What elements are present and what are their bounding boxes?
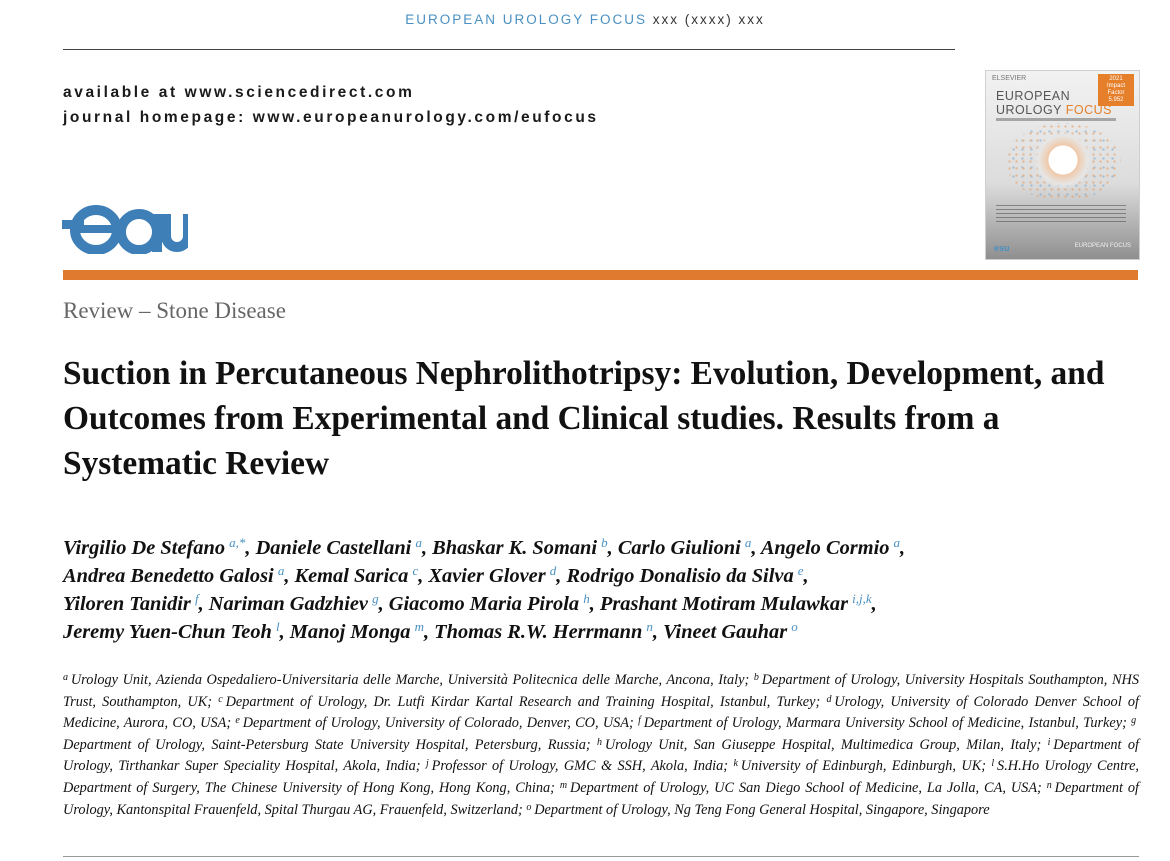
affiliation-marker: e <box>235 715 240 727</box>
affiliation-marker: c <box>218 693 223 705</box>
author-name[interactable]: Yiloren Tanidir <box>63 593 191 615</box>
author-name[interactable]: Daniele Castellani <box>255 537 412 559</box>
author-name[interactable]: Vineet Gauhar <box>663 621 788 643</box>
impact-year: 2021 <box>1109 76 1123 82</box>
author-affiliation-marker[interactable]: a,* <box>229 535 246 550</box>
author-affiliation-marker[interactable]: m <box>414 619 424 634</box>
cover-footer-text: EUROPEAN FOCUS <box>1074 243 1131 249</box>
affiliation-marker: j <box>425 758 429 770</box>
header-divider <box>63 49 955 50</box>
cover-circle-graphic <box>1034 131 1092 189</box>
affiliation-item <box>597 737 1041 753</box>
affiliation-text: Department of Urology, UC San Diego School of Medicine, La Jolla, CA, USA; <box>567 779 1042 796</box>
author-name[interactable]: Rodrigo Donalisio da Silva <box>566 565 794 587</box>
author-list <box>63 534 1143 646</box>
author-name[interactable]: Jeremy Yuen-Chun Teoh <box>63 621 272 643</box>
running-head <box>0 12 1170 27</box>
affiliation-text: Department of Urology, Ng Teng Fong General Hospital, Singapore, Singapore <box>531 801 990 818</box>
author-affiliation-marker[interactable]: c <box>412 563 419 578</box>
affiliation-text: Department of Urology, Saint-Petersburg State University Hospital, Petersburg, Russia; <box>63 715 1139 753</box>
author-name[interactable]: Bhaskar K. Somani <box>432 537 598 559</box>
affiliation-item <box>63 672 749 688</box>
author-affiliation-marker[interactable]: a <box>415 535 422 550</box>
impact-word: Impact <box>1106 83 1125 89</box>
affiliation-text: Department of Urology, Kantonspital Frauenfeld, Spital Thurgau AG, Frauenfeld, Switzerland; <box>63 779 1140 818</box>
affiliation-marker: o <box>526 801 532 813</box>
author-line: Yiloren Tanidir $^f$, Nariman Gadzhiev $^g$, Giacomo Maria Pirola $^h$, Prashant Motiram Mulawkar $^{i,j,k}$, <box>63 591 877 615</box>
author-name[interactable]: Nariman Gadzhiev <box>208 593 368 615</box>
author-affiliation-marker[interactable]: o <box>791 619 798 634</box>
affiliation-marker: a <box>63 672 68 683</box>
author-line: Andrea Benedetto Galosi $^a$, Kemal Sarica $^c$, Xavier Glover $^d$, Rodrigo Donalisio da Silva $^e$, <box>63 563 809 587</box>
cover-esu-mark: esu <box>994 243 1010 253</box>
author-affiliation-marker[interactable]: h <box>583 591 590 606</box>
author-affiliation-marker[interactable]: g <box>372 591 379 606</box>
article-section: Review – Stone Disease <box>63 298 286 323</box>
affiliation-text: Department of Urology, Marmara University School of Medicine, Istanbul, Turkey; <box>640 715 1127 732</box>
author-affiliation-marker[interactable]: i,j,k <box>852 591 872 606</box>
sciencedirect-link[interactable]: available at www.sciencedirect.com <box>63 84 415 101</box>
author-affiliation-marker[interactable]: e <box>797 563 804 578</box>
issue-info: xxx (xxxx) xxx <box>652 12 765 27</box>
affiliation-text: S.H.Ho Urology Centre, Department of Surgery, The Chinese University of Hong Kong, Hong Kong, China; <box>63 758 1139 796</box>
author-name[interactable]: Kemal Sarica <box>294 565 409 587</box>
affiliation-text: Department of Urology, University of Colorado, Denver, CO, USA; <box>239 715 634 732</box>
affiliation-item <box>638 715 1127 731</box>
affiliation-marker: l <box>991 758 995 770</box>
affiliation-text: Urology Unit, Azienda Ospedaliero-Universitaria delle Marche, Università Politecnica delle Marche, Ancona, Italy; <box>68 672 750 688</box>
affiliation-marker: n <box>1046 779 1052 791</box>
availability-block <box>63 80 599 130</box>
author-affiliation-marker[interactable]: b <box>601 535 608 550</box>
author-affiliation-marker[interactable]: a <box>893 535 901 550</box>
author-affiliation-marker[interactable]: a <box>744 535 752 550</box>
author-affiliation-marker[interactable]: n <box>646 619 653 634</box>
impact-factor-badge <box>1098 74 1134 106</box>
affiliation-marker: h <box>596 736 602 748</box>
affiliation-item <box>733 758 986 774</box>
affiliation-text: Department of Urology, University Hospitals Southampton, NHS Trust, Southampton, UK; <box>63 672 1139 710</box>
author-name[interactable]: Andrea Benedetto Galosi <box>63 565 274 587</box>
affiliation-marker: b <box>753 672 759 683</box>
author-name[interactable]: Xavier Glover <box>428 565 546 587</box>
article-title: Suction in Percutaneous Nephrolithotripsy: Evolution, Development, and Outcomes from Experimental and Clinical studies. Results from a Systematic Review <box>63 355 1105 482</box>
affiliations <box>63 670 1139 821</box>
journal-cover-image[interactable] <box>985 70 1140 260</box>
author-line: Virgilio De Stefano $^{a,*}$, Daniele Castellani $^a$, Bhaskar K. Somani $^b$, Carlo Giulioni $^a$, Angelo Cormio $^a$, <box>63 535 906 559</box>
affiliation-text: Urology, University of Colorado Denver School of Medicine, Aurora, CO, USA; <box>63 693 1139 732</box>
author-name[interactable]: Virgilio De Stefano <box>63 537 226 559</box>
author-name[interactable]: Thomas R.W. Herrmann <box>434 621 643 643</box>
affiliation-item <box>426 758 728 774</box>
journal-name-link[interactable]: EUROPEAN UROLOGY FOCUS <box>405 12 648 27</box>
affiliation-text: University of Edinburgh, Edinburgh, UK; <box>737 758 987 775</box>
factor-word: Factor <box>1107 90 1125 96</box>
affiliation-marker: k <box>733 758 738 770</box>
cover-title-line2: UROLOGY FOCUS <box>996 103 1113 117</box>
affiliation-item <box>218 694 820 710</box>
impact-value: 5.952 <box>1108 97 1124 103</box>
affiliation-marker: i <box>1047 736 1051 748</box>
affiliation-item <box>235 715 633 731</box>
author-name[interactable]: Carlo Giulioni <box>617 537 741 559</box>
author-name[interactable]: Giacomo Maria Pirola <box>388 593 580 615</box>
affiliation-text: Urology Unit, San Giuseppe Hospital, Multimedica Group, Milan, Italy; <box>601 736 1042 753</box>
author-affiliation-marker[interactable]: d <box>549 563 557 578</box>
affiliation-text: Professor of Urology, GMC & SSH, Akola, India; <box>428 758 729 775</box>
cover-title-line1: EUROPEAN <box>996 89 1071 103</box>
affiliation-text: Department of Urology, Dr. Lutfi Kirdar Kartal Research and Training Hospital, Istanbul, Turkey; <box>222 693 821 710</box>
author-line: Jeremy Yuen-Chun Teoh $^l$, Manoj Monga $^m$, Thomas R.W. Herrmann $^n$, Vineet Gauhar $^o$ <box>63 619 798 643</box>
author-affiliation-marker[interactable]: f <box>194 591 199 606</box>
footer-divider <box>63 856 1139 857</box>
cover-publisher-mark: ELSEVIER <box>992 75 1027 82</box>
author-name[interactable]: Prashant Motiram Mulawkar <box>599 593 849 615</box>
affiliation-item <box>526 802 989 818</box>
affiliation-text: Department of Urology, Tirthankar Super Speciality Hospital, Akola, India; <box>63 736 1139 775</box>
cover-subtitle-bar <box>996 118 1116 121</box>
affiliation-marker: d <box>826 693 832 705</box>
author-affiliation-marker[interactable]: l <box>275 619 280 634</box>
eau-logo <box>62 196 188 254</box>
affiliation-item <box>560 780 1042 796</box>
accent-bar <box>63 270 1138 280</box>
affiliation-marker: m <box>559 779 568 791</box>
author-name[interactable]: Manoj Monga <box>289 621 411 643</box>
author-affiliation-marker[interactable]: a <box>277 563 285 578</box>
affiliation-marker: g <box>1131 715 1137 727</box>
author-name[interactable]: Angelo Cormio <box>760 537 890 559</box>
affiliation-marker: f <box>638 715 641 727</box>
cover-text-lines <box>996 205 1126 225</box>
journal-homepage-link[interactable]: journal homepage: www.europeanurology.com/eufocus <box>63 109 599 126</box>
